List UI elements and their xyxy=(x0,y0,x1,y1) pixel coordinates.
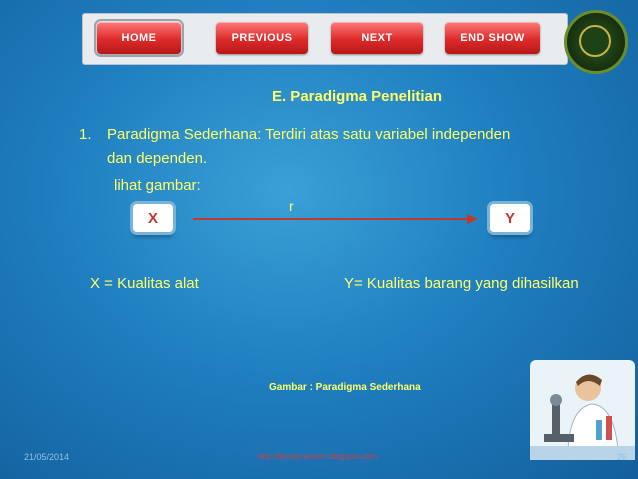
list-item-line1: Paradigma Sederhana: Terdiri atas satu variabel independen xyxy=(107,126,511,143)
footer-link[interactable]: http://bisnistrainerin.blogspot.com xyxy=(258,452,378,461)
slide-date: 21/05/2014 xyxy=(24,452,70,462)
list-item-line2: dan dependen. xyxy=(107,150,208,167)
variable-x-box: X xyxy=(133,204,173,232)
y-definition: Y= Kualitas barang yang dihasilkan xyxy=(344,275,579,292)
figure-caption: Gambar : Paradigma Sederhana xyxy=(269,382,421,393)
home-button[interactable]: HOME xyxy=(97,22,181,54)
list-number: 1. xyxy=(79,126,92,143)
navigation-bar xyxy=(82,13,568,65)
x-definition: X = Kualitas alat xyxy=(90,275,199,292)
variable-y-box: Y xyxy=(490,204,530,232)
scientist-microscope-icon xyxy=(530,360,635,460)
relationship-arrow xyxy=(193,214,478,224)
end-show-button[interactable]: END SHOW xyxy=(445,22,540,54)
slide-title: E. Paradigma Penelitian xyxy=(271,88,443,105)
university-emblem-icon xyxy=(564,10,628,74)
previous-button[interactable]: PREVIOUS xyxy=(216,22,308,54)
see-image-text: lihat gambar: xyxy=(114,177,201,194)
arrow-label: r xyxy=(289,198,294,214)
page-number: 26 xyxy=(617,452,628,462)
next-button[interactable]: NEXT xyxy=(331,22,423,54)
